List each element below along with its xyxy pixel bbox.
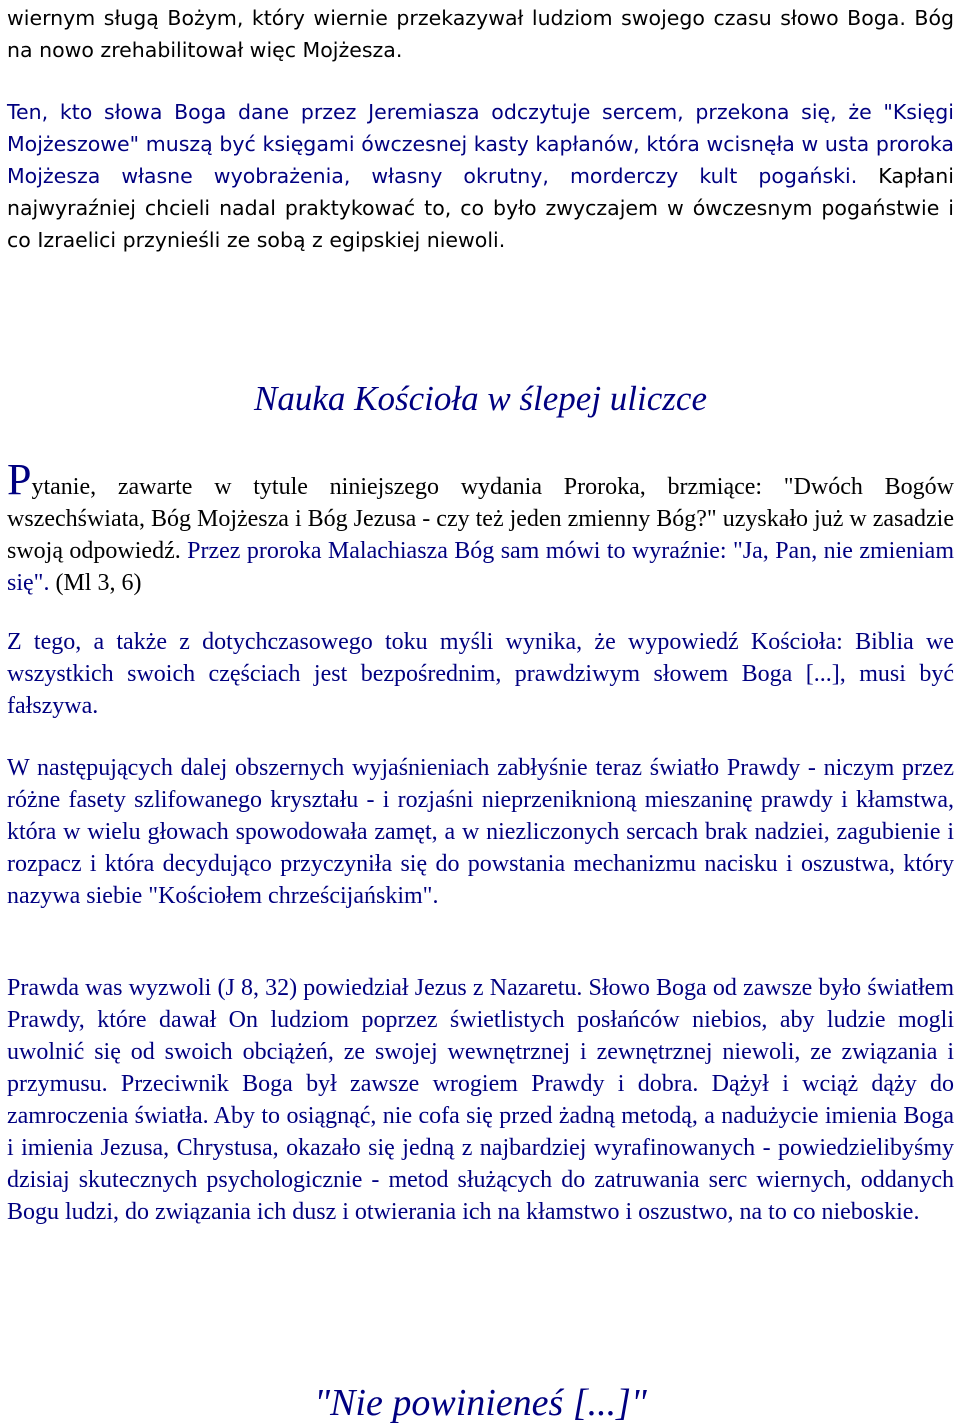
paragraph-light-of-truth: [7, 752, 954, 912]
drop-cap: P: [7, 455, 32, 504]
text-segment: Przez proroka Malachiasza Bóg sam mówi to wyraźnie: "Ja, Pan, nie zmieniam się".: [7, 538, 954, 596]
text-segment: Prawda was wyzwoli (J 8, 32) powiedział Jezus z Nazaretu.: [7, 975, 583, 1001]
text-segment: ytanie, zawarte w tytule niniejszego wydania Proroka, brzmiące: "Dwóch Bogów wszechświata, Bóg Mojżesza i Bóg Jezusa - czy też jeden zmienny Bóg?" uzyskało już w zasadzie swoją odpowiedź.: [7, 474, 954, 564]
text-segment: wiernym sługą Bożym, który wiernie przekazywał ludziom swojego czasu słowo Boga. Bóg na nowo zrehabilitował więc Mojżesza.: [7, 6, 954, 62]
text-segment: Z tego, a także z dotychczasowego toku myśli wynika, że wypowiedź Kościoła: Biblia we wszystkich swoich częściach jest bezpośrednim, prawdziwym słowem Boga [...], musi być fałszywa.: [7, 629, 954, 719]
text-segment: Kapłani najwyraźniej chcieli nadal praktykować to, co było zwyczajem w ówczesnym pogaństwie i co Izraelici przynieśli ze sobą z egipskiej niewoli.: [7, 164, 954, 252]
paragraph-intro: [7, 455, 954, 599]
section-heading: Nauka Kościoła w ślepej uliczce: [254, 379, 707, 418]
paragraph-truth-frees: [7, 972, 954, 1228]
text-segment: Słowo Boga od zawsze było światłem Prawdy, które dawał On ludziom poprzez świetlistych posłańców niebios, aby ludzie mogli uwolnić się od swoich obciążeń, ze swojej wewnętrznej i zewnętrznej niewoli, ze związania i przymusu. Przeciwnik Boga był zawsze wrogiem Prawdy i dobra. Dążył i wciąż dąży do zamroczenia światła. Aby to osiągnąć, nie cofa się przed żadną metodą, a nadużycie imienia Boga i imienia Jezusa, Chrystusa, okazało się jedną z najbardziej wyrafinowanych - powiedzielibyśmy dzisiaj skutecznych psychologicznie - metod służących do zatruwania serc wiernych, oddanych Bogu ludzi, do związania ich dusz i otwierania ich na kłamstwo i oszustwo, na to co nieboskie.: [7, 975, 954, 1225]
paragraph-priests: [7, 96, 954, 256]
text-segment: Ten, kto słowa Boga dane przez Jeremiasza odczytuje sercem, przekona się, że "Księgi Mojżeszowe" muszą być księgami ówczesnej kasty kapłanów, która wcisnęła w usta proroka Mojżesza własne wyobrażenia, własny okrutny, morderczy kult pogański.: [7, 100, 954, 188]
paragraph-continuation: [7, 2, 954, 66]
text-segment: (Ml 3, 6): [49, 570, 142, 596]
paragraph-church-statement: [7, 626, 954, 722]
text-segment: W następujących dalej obszernych wyjaśnieniach zabłyśnie teraz światło Prawdy - niczym przez różne fasety szlifowanego kryształu - i rozjaśni nieprzeniknioną mieszaninę prawdy i kłamstwa, która w wielu głowach spowodowała zamęt, a w niezliczonych sercach brak nadziei, zagubienie i rozpacz i która decydująco przyczyniła się do powstania mechanizmu nacisku i oszustwa, który nazywa siebie "Kościołem chrześcijańskim".: [7, 755, 954, 909]
bottom-heading: "Nie powinieneś [...]": [314, 1382, 647, 1424]
